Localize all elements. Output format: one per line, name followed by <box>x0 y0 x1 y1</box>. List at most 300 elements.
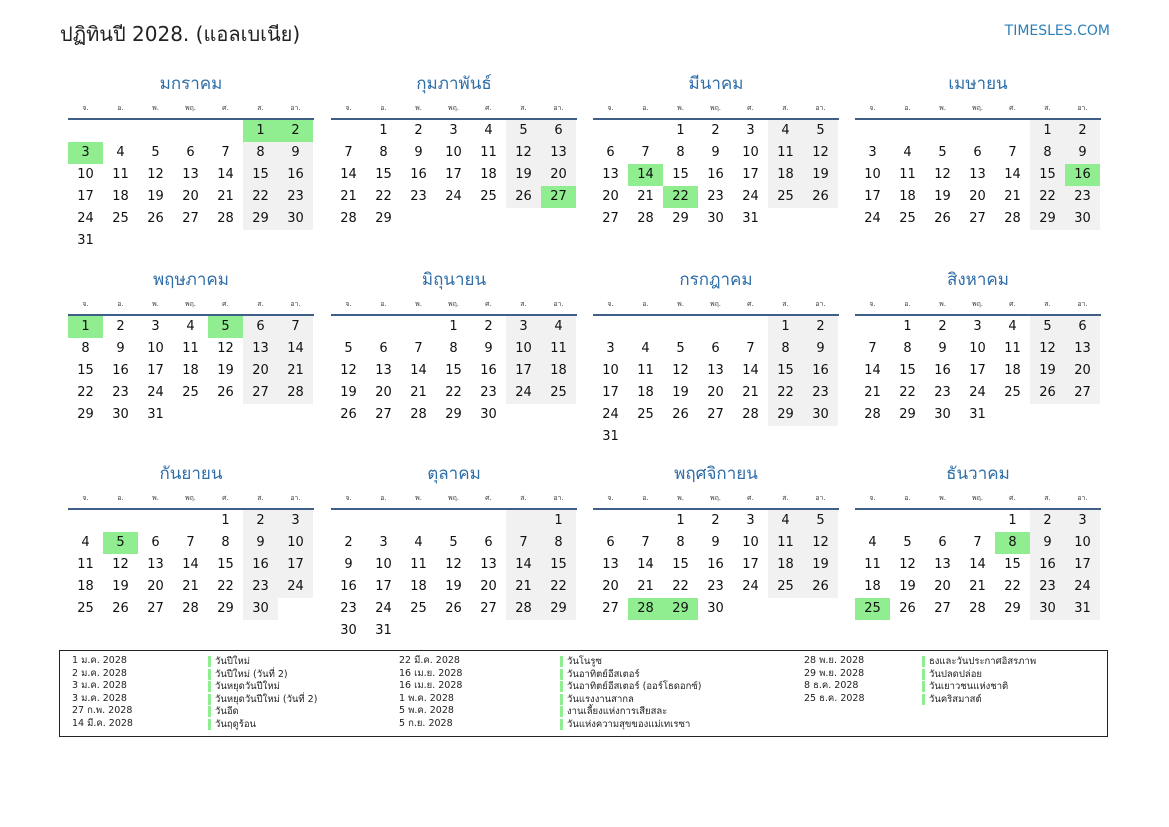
day-cell: 9 <box>803 338 838 360</box>
week-row <box>68 510 314 532</box>
day-cell: 20 <box>147 579 164 594</box>
day-cell: 27 <box>602 211 619 226</box>
empty-cell <box>1065 404 1100 426</box>
empty-cell <box>68 510 103 532</box>
day-cell: 7 <box>221 145 230 160</box>
day-cell: 31 <box>77 233 94 248</box>
day-cell: 1 <box>1008 513 1017 528</box>
day-cell: 25 <box>182 385 199 400</box>
day-cell: 25 <box>480 189 497 204</box>
empty-cell <box>768 208 803 230</box>
day-cell: 18 <box>637 385 654 400</box>
day-cell: 15 <box>768 360 803 382</box>
day-cell: 19 <box>445 579 462 594</box>
day-cell: 13 <box>602 557 619 572</box>
weekday-label: อา. <box>815 494 826 502</box>
day-cell: 24 <box>278 576 313 598</box>
holiday-day-cell: 1 <box>243 120 278 142</box>
day-cell: 13 <box>182 167 199 182</box>
day-cell: 14 <box>182 557 199 572</box>
day-cell: 9 <box>344 557 353 572</box>
empty-cell <box>890 120 925 142</box>
empty-cell <box>733 426 768 448</box>
day-cell: 4 <box>81 535 90 550</box>
day-cell: 22 <box>243 186 278 208</box>
day-cell: 12 <box>803 532 838 554</box>
day-cell: 21 <box>278 360 313 382</box>
weekday-label: ศ. <box>747 104 754 112</box>
day-cell: 13 <box>707 363 724 378</box>
holidays-list <box>59 650 1108 737</box>
weekday-label: พ. <box>152 494 159 502</box>
month-name: ธันวาคม <box>946 464 1010 484</box>
week-row <box>331 208 577 230</box>
weekday-header <box>68 296 314 316</box>
empty-cell <box>855 316 890 338</box>
day-cell: 6 <box>973 145 982 160</box>
weekday-label: พฤ. <box>184 104 197 112</box>
weekday-label: ศ. <box>485 104 492 112</box>
day-cell: 31 <box>147 407 164 422</box>
empty-cell <box>471 208 506 230</box>
day-cell: 11 <box>768 532 803 554</box>
month-calendar <box>331 264 577 426</box>
day-cell: 21 <box>182 579 199 594</box>
empty-cell <box>103 510 138 532</box>
day-cell: 27 <box>969 211 986 226</box>
week-row <box>331 620 577 642</box>
weekday-label: พฤ. <box>971 494 984 502</box>
week-row <box>68 576 314 598</box>
day-cell: 11 <box>1004 341 1021 356</box>
empty-cell <box>208 120 243 142</box>
day-cell: 14 <box>217 167 234 182</box>
weekday-label: พฤ. <box>709 494 722 502</box>
day-cell: 27 <box>243 382 278 404</box>
day-cell: 11 <box>480 145 497 160</box>
day-cell: 9 <box>938 341 947 356</box>
day-cell: 7 <box>506 532 541 554</box>
day-cell: 2 <box>116 319 125 334</box>
week-row <box>855 164 1101 186</box>
week-row <box>593 164 839 186</box>
day-cell: 17 <box>602 385 619 400</box>
day-cell: 19 <box>899 579 916 594</box>
page-title: ปฏิทินปี 2028. (แอลเบเนีย) <box>60 22 301 46</box>
day-cell: 2 <box>344 535 353 550</box>
day-cell: 26 <box>445 601 462 616</box>
day-cell: 31 <box>602 429 619 444</box>
day-cell: 16 <box>243 554 278 576</box>
day-cell: 22 <box>217 579 234 594</box>
weekday-label: อา. <box>815 300 826 308</box>
day-cell: 6 <box>606 145 615 160</box>
holiday-name: วันอาทิตย์อีสเตอร์ <box>560 669 640 680</box>
day-cell: 29 <box>768 404 803 426</box>
day-cell: 23 <box>243 576 278 598</box>
day-cell: 3 <box>278 510 313 532</box>
holiday-day-cell: 22 <box>663 186 698 208</box>
day-cell: 4 <box>541 316 576 338</box>
day-cell: 6 <box>711 341 720 356</box>
day-cell: 8 <box>541 532 576 554</box>
empty-cell <box>471 510 506 532</box>
day-cell: 6 <box>186 145 195 160</box>
empty-cell <box>628 426 663 448</box>
day-cell: 2 <box>1030 510 1065 532</box>
weekday-label: อ. <box>117 494 124 502</box>
day-cell: 19 <box>340 385 357 400</box>
day-cell: 30 <box>112 407 129 422</box>
empty-cell <box>663 316 698 338</box>
day-cell: 24 <box>1065 576 1100 598</box>
holiday-date: 16 เม.ย. 2028 <box>399 680 463 692</box>
day-cell: 27 <box>602 601 619 616</box>
weekday-label: อา. <box>553 104 564 112</box>
day-cell: 28 <box>182 601 199 616</box>
day-cell: 20 <box>602 579 619 594</box>
day-cell: 7 <box>186 535 195 550</box>
day-cell: 10 <box>375 557 392 572</box>
week-row <box>593 120 839 142</box>
weekday-label: ส. <box>782 104 789 112</box>
day-cell: 30 <box>278 208 313 230</box>
day-cell: 9 <box>1065 142 1100 164</box>
week-row <box>855 208 1101 230</box>
empty-cell <box>436 510 471 532</box>
holiday-name: วันแรงงานสากล <box>560 694 634 705</box>
weekday-label: อ. <box>380 104 387 112</box>
day-cell: 9 <box>484 341 493 356</box>
empty-cell <box>278 404 313 426</box>
empty-cell <box>366 510 401 532</box>
day-cell: 10 <box>969 341 986 356</box>
day-cell: 12 <box>340 363 357 378</box>
day-cell: 16 <box>340 579 357 594</box>
day-cell: 15 <box>77 363 94 378</box>
day-cell: 5 <box>449 535 458 550</box>
day-cell: 3 <box>449 123 458 138</box>
week-row <box>68 142 314 164</box>
day-cell: 11 <box>768 142 803 164</box>
weekday-header <box>593 100 839 120</box>
day-cell: 13 <box>375 363 392 378</box>
day-cell: 4 <box>641 341 650 356</box>
day-cell: 24 <box>77 211 94 226</box>
day-cell: 17 <box>147 363 164 378</box>
holiday-name: ธงและวันประกาศอิสรภาพ <box>922 656 1036 667</box>
day-cell: 4 <box>768 120 803 142</box>
holiday-day-cell: 28 <box>628 598 663 620</box>
week-row <box>331 576 577 598</box>
empty-cell <box>208 404 243 426</box>
holiday-name: วันอีด <box>208 706 239 717</box>
day-cell: 24 <box>147 385 164 400</box>
week-row <box>855 532 1101 554</box>
day-cell: 14 <box>340 167 357 182</box>
weekday-label: จ. <box>607 300 614 308</box>
day-cell: 19 <box>672 385 689 400</box>
holiday-date: 25 ธ.ค. 2028 <box>804 692 865 704</box>
day-cell: 20 <box>934 579 951 594</box>
week-row <box>331 404 577 426</box>
empty-cell <box>698 316 733 338</box>
day-cell: 16 <box>707 167 724 182</box>
day-cell: 14 <box>864 363 881 378</box>
day-cell: 27 <box>707 407 724 422</box>
day-cell: 29 <box>217 601 234 616</box>
month-name: สิงหาคม <box>946 270 1009 290</box>
holiday-name: วันหยุดวันปีใหม่ (วันที่ 2) <box>208 694 317 705</box>
day-cell: 23 <box>1030 576 1065 598</box>
day-cell: 11 <box>112 167 129 182</box>
week-row <box>593 510 839 532</box>
day-cell: 15 <box>1030 164 1065 186</box>
month-calendar <box>855 264 1101 426</box>
day-cell: 24 <box>742 189 759 204</box>
day-cell: 3 <box>1065 510 1100 532</box>
day-cell: 5 <box>676 341 685 356</box>
day-cell: 28 <box>1004 211 1021 226</box>
weekday-label: พ. <box>677 104 684 112</box>
day-cell: 30 <box>1030 598 1065 620</box>
holiday-date: 22 มี.ค. 2028 <box>399 655 460 666</box>
week-row <box>331 532 577 554</box>
month-name: กุมภาพันธ์ <box>416 74 492 94</box>
weekday-label: ศ. <box>222 300 229 308</box>
empty-cell <box>995 404 1030 426</box>
day-cell: 18 <box>768 554 803 576</box>
weekday-label: อ. <box>904 104 911 112</box>
day-cell: 22 <box>1030 186 1065 208</box>
week-row <box>855 598 1101 620</box>
day-cell: 1 <box>768 316 803 338</box>
weekday-label: อา. <box>1077 300 1088 308</box>
month-name: กรกฎาคม <box>679 270 753 290</box>
holiday-date: 27 ก.พ. 2028 <box>72 705 133 717</box>
weekday-label: อา. <box>815 104 826 112</box>
empty-cell <box>401 316 436 338</box>
day-cell: 1 <box>676 513 685 528</box>
day-cell: 18 <box>410 579 427 594</box>
weekday-label: พ. <box>939 494 946 502</box>
day-cell: 13 <box>969 167 986 182</box>
month-calendar <box>593 68 839 230</box>
empty-cell <box>243 230 278 252</box>
day-cell: 25 <box>1004 385 1021 400</box>
day-cell: 26 <box>803 186 838 208</box>
day-cell: 6 <box>151 535 160 550</box>
weekday-label: พฤ. <box>184 300 197 308</box>
week-row <box>593 598 839 620</box>
weekday-label: จ. <box>82 300 89 308</box>
empty-cell <box>890 510 925 532</box>
holiday-date: 5 พ.ค. 2028 <box>399 705 454 717</box>
site-link[interactable]: TIMESLES.COM <box>1004 23 1110 39</box>
day-cell: 26 <box>217 385 234 400</box>
empty-cell <box>593 316 628 338</box>
day-cell: 21 <box>637 579 654 594</box>
day-cell: 22 <box>77 385 94 400</box>
day-cell: 23 <box>340 601 357 616</box>
day-cell: 16 <box>934 363 951 378</box>
weekday-label: อ. <box>117 104 124 112</box>
weekday-label: ศ. <box>485 300 492 308</box>
day-cell: 4 <box>414 535 423 550</box>
day-cell: 15 <box>541 554 576 576</box>
day-cell: 16 <box>112 363 129 378</box>
day-cell: 1 <box>903 319 912 334</box>
week-row <box>68 532 314 554</box>
empty-cell <box>331 510 366 532</box>
day-cell: 8 <box>768 338 803 360</box>
day-cell: 21 <box>217 189 234 204</box>
week-row <box>68 338 314 360</box>
day-cell: 6 <box>484 535 493 550</box>
month-calendar <box>855 458 1101 620</box>
day-cell: 23 <box>410 189 427 204</box>
day-cell: 6 <box>938 535 947 550</box>
day-cell: 3 <box>379 535 388 550</box>
holiday-day-cell: 27 <box>541 186 576 208</box>
empty-cell <box>768 426 803 448</box>
day-cell: 18 <box>899 189 916 204</box>
day-cell: 24 <box>864 211 881 226</box>
day-cell: 29 <box>1030 208 1065 230</box>
weekday-label: ศ. <box>747 494 754 502</box>
empty-cell <box>960 510 995 532</box>
day-cell: 2 <box>803 316 838 338</box>
empty-cell <box>925 510 960 532</box>
weekday-header <box>855 296 1101 316</box>
day-cell: 2 <box>938 319 947 334</box>
weekday-label: พ. <box>415 494 422 502</box>
day-cell: 18 <box>864 579 881 594</box>
day-cell: 10 <box>602 363 619 378</box>
day-cell: 23 <box>707 579 724 594</box>
day-cell: 25 <box>637 407 654 422</box>
day-cell: 24 <box>445 189 462 204</box>
day-cell: 27 <box>1065 382 1100 404</box>
day-cell: 30 <box>243 598 278 620</box>
day-cell: 12 <box>1030 338 1065 360</box>
day-cell: 23 <box>278 186 313 208</box>
day-cell: 12 <box>803 142 838 164</box>
empty-cell <box>768 598 803 620</box>
empty-cell <box>103 120 138 142</box>
day-cell: 14 <box>637 557 654 572</box>
day-cell: 26 <box>506 186 541 208</box>
day-cell: 15 <box>445 363 462 378</box>
empty-cell <box>103 230 138 252</box>
day-cell: 3 <box>973 319 982 334</box>
weekday-label: อ. <box>117 300 124 308</box>
day-cell: 17 <box>77 189 94 204</box>
day-cell: 17 <box>506 360 541 382</box>
week-row <box>855 186 1101 208</box>
day-cell: 27 <box>375 407 392 422</box>
day-cell: 14 <box>742 363 759 378</box>
weekday-header <box>331 296 577 316</box>
day-cell: 12 <box>934 167 951 182</box>
holiday-date: 1 ม.ค. 2028 <box>72 655 127 666</box>
day-cell: 21 <box>1004 189 1021 204</box>
empty-cell <box>733 316 768 338</box>
day-cell: 31 <box>1065 598 1100 620</box>
day-cell: 1 <box>1030 120 1065 142</box>
day-cell: 11 <box>541 338 576 360</box>
day-cell: 19 <box>934 189 951 204</box>
day-cell: 10 <box>1065 532 1100 554</box>
holiday-day-cell: 16 <box>1065 164 1100 186</box>
day-cell: 11 <box>864 557 881 572</box>
day-cell: 21 <box>637 189 654 204</box>
empty-cell <box>138 510 173 532</box>
day-cell: 15 <box>375 167 392 182</box>
weekday-label: อา. <box>1077 104 1088 112</box>
weekday-header <box>68 100 314 120</box>
day-cell: 15 <box>243 164 278 186</box>
empty-cell <box>925 120 960 142</box>
day-cell: 28 <box>410 407 427 422</box>
day-cell: 7 <box>1008 145 1017 160</box>
week-row <box>593 576 839 598</box>
empty-cell <box>401 620 436 642</box>
weekday-header <box>68 490 314 510</box>
day-cell: 25 <box>768 576 803 598</box>
weekday-label: อา. <box>553 494 564 502</box>
day-cell: 30 <box>340 623 357 638</box>
weekday-label: ศ. <box>1009 104 1016 112</box>
day-cell: 24 <box>375 601 392 616</box>
day-cell: 20 <box>243 360 278 382</box>
day-cell: 9 <box>243 532 278 554</box>
holiday-date: 29 พ.ย. 2028 <box>804 667 865 679</box>
day-cell: 7 <box>868 341 877 356</box>
week-row <box>593 142 839 164</box>
day-cell: 20 <box>182 189 199 204</box>
holiday-date: 1 พ.ค. 2028 <box>399 692 454 704</box>
day-cell: 22 <box>375 189 392 204</box>
day-cell: 19 <box>112 579 129 594</box>
week-row <box>855 576 1101 598</box>
holiday-day-cell: 8 <box>995 532 1030 554</box>
day-cell: 19 <box>147 189 164 204</box>
month-name: เมษายน <box>948 74 1008 94</box>
weekday-header <box>331 100 577 120</box>
day-cell: 14 <box>410 363 427 378</box>
week-row <box>331 510 577 532</box>
holiday-date: 14 มี.ค. 2028 <box>72 717 133 729</box>
empty-cell <box>628 120 663 142</box>
day-cell: 10 <box>77 167 94 182</box>
empty-cell <box>628 316 663 338</box>
day-cell: 6 <box>541 120 576 142</box>
day-cell: 15 <box>672 557 689 572</box>
day-cell: 29 <box>445 407 462 422</box>
day-cell: 20 <box>375 385 392 400</box>
day-cell: 4 <box>1008 319 1017 334</box>
weekday-label: อ. <box>642 300 649 308</box>
day-cell: 26 <box>112 601 129 616</box>
day-cell: 31 <box>742 211 759 226</box>
week-row <box>331 120 577 142</box>
weekday-label: ส. <box>1044 300 1051 308</box>
day-cell: 30 <box>707 211 724 226</box>
day-cell: 18 <box>182 363 199 378</box>
day-cell: 3 <box>506 316 541 338</box>
holiday-date: 8 ธ.ค. 2028 <box>804 680 859 692</box>
